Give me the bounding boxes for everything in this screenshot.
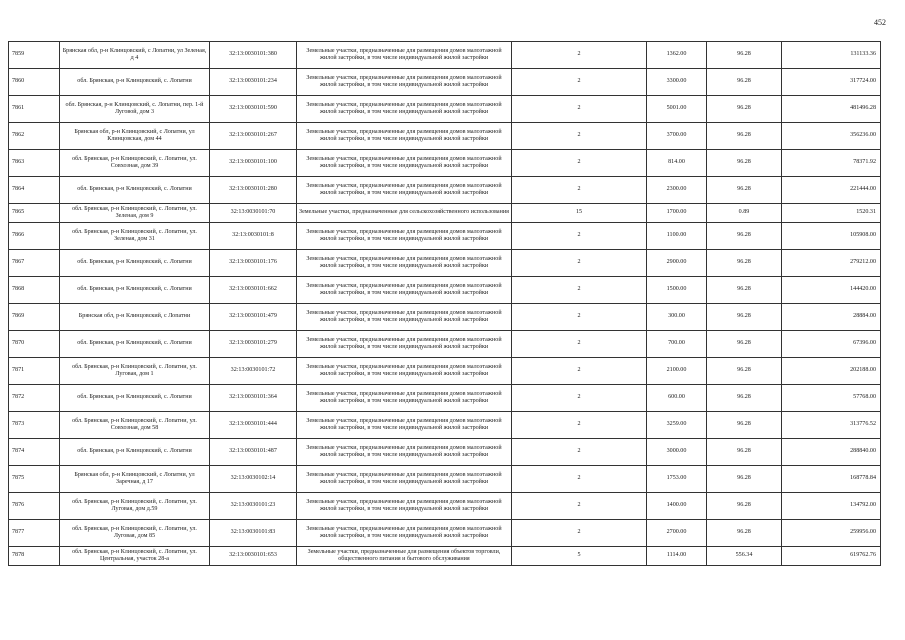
cadastral-number-cell: 32:13:0030101:479: [210, 304, 297, 331]
table-row: [9, 331, 881, 358]
land-use-cell: Земельные участки, предназначенные для размещения домов малоэтажной жилой застройки, в том числе индивидуальной жилой застройки: [297, 42, 512, 69]
table-row: [9, 547, 881, 566]
specific-value-cell: 96.28: [707, 42, 782, 69]
address-cell: Брянская обл, р-н Клинцовский, с Лопатни, ул Заречная, д 17: [60, 466, 210, 493]
area-cell: 700.00: [647, 331, 707, 358]
row-number-cell: 7859: [9, 42, 60, 69]
use-code-cell: 2: [512, 223, 647, 250]
cadastral-value-cell: 131133.36: [782, 42, 881, 69]
use-code-cell: 2: [512, 466, 647, 493]
cadastral-value-cell: 619762.76: [782, 547, 881, 566]
specific-value-cell: 556.34: [707, 547, 782, 566]
use-code-cell: 5: [512, 547, 647, 566]
specific-value-cell: 96.28: [707, 96, 782, 123]
area-cell: 1700.00: [647, 204, 707, 223]
area-cell: 3259.00: [647, 412, 707, 439]
cadastral-number-cell: 32:13:0030101:72: [210, 358, 297, 385]
use-code-cell: 2: [512, 42, 647, 69]
cadastral-number-cell: 32:13:0030101:590: [210, 96, 297, 123]
cadastral-number-cell: 32:13:0030101:23: [210, 493, 297, 520]
cadastral-value-cell: 221444.00: [782, 177, 881, 204]
row-number-cell: 7876: [9, 493, 60, 520]
specific-value-cell: 96.28: [707, 358, 782, 385]
use-code-cell: 2: [512, 520, 647, 547]
land-use-cell: Земельные участки, предназначенные для размещения домов малоэтажной жилой застройки, в том числе индивидуальной жилой застройки: [297, 96, 512, 123]
area-cell: 5001.00: [647, 96, 707, 123]
land-use-cell: Земельные участки, предназначенные для размещения домов малоэтажной жилой застройки, в том числе индивидуальной жилой застройки: [297, 223, 512, 250]
address-cell: Брянская обл, р-н Клинцовский, с Лопатни: [60, 304, 210, 331]
specific-value-cell: 96.28: [707, 150, 782, 177]
table-row: [9, 358, 881, 385]
cadastral-number-cell: 32:13:0030101:487: [210, 439, 297, 466]
address-cell: обл. Брянская, р-н Клинцовский, с. Лопатни: [60, 439, 210, 466]
area-cell: 1400.00: [647, 493, 707, 520]
cadastral-number-cell: 32:13:0030101:380: [210, 42, 297, 69]
cadastral-value-cell: 67396.00: [782, 331, 881, 358]
row-number-cell: 7862: [9, 123, 60, 150]
use-code-cell: 2: [512, 150, 647, 177]
land-use-cell: Земельные участки, предназначенные для размещения домов малоэтажной жилой застройки, в том числе индивидуальной жилой застройки: [297, 69, 512, 96]
cadastral-value-cell: 144420.00: [782, 277, 881, 304]
table-row: [9, 277, 881, 304]
address-cell: обл. Брянская, р-н Клинцовский, с. Лопатни: [60, 331, 210, 358]
cadastral-value-cell: 1520.31: [782, 204, 881, 223]
area-cell: 1362.00: [647, 42, 707, 69]
land-use-cell: Земельные участки, предназначенные для размещения домов малоэтажной жилой застройки, в том числе индивидуальной жилой застройки: [297, 520, 512, 547]
area-cell: 2900.00: [647, 250, 707, 277]
area-cell: 1753.00: [647, 466, 707, 493]
cadastral-number-cell: 32:13:0030101:267: [210, 123, 297, 150]
area-cell: 3700.00: [647, 123, 707, 150]
specific-value-cell: 0.89: [707, 204, 782, 223]
area-cell: 3300.00: [647, 69, 707, 96]
address-cell: обл. Брянская, р-н Клинцовский, с. Лопатни: [60, 385, 210, 412]
area-cell: 1100.00: [647, 223, 707, 250]
land-use-cell: Земельные участки, предназначенные для размещения домов малоэтажной жилой застройки, в том числе индивидуальной жилой застройки: [297, 466, 512, 493]
use-code-cell: 2: [512, 358, 647, 385]
use-code-cell: 2: [512, 177, 647, 204]
specific-value-cell: 96.28: [707, 412, 782, 439]
table-row: [9, 150, 881, 177]
table-row: [9, 520, 881, 547]
table-row: [9, 177, 881, 204]
table-row: [9, 250, 881, 277]
address-cell: обл. Брянская, р-н Клинцовский, с. Лопатни, пер. 1-й Луговой, дом 3: [60, 96, 210, 123]
cadastral-number-cell: 32:13:0030101:662: [210, 277, 297, 304]
use-code-cell: 2: [512, 493, 647, 520]
cadastral-value-cell: 134792.00: [782, 493, 881, 520]
row-number-cell: 7863: [9, 150, 60, 177]
cadastral-value-cell: 481496.28: [782, 96, 881, 123]
land-use-cell: Земельные участки, предназначенные для размещения домов малоэтажной жилой застройки, в том числе индивидуальной жилой застройки: [297, 331, 512, 358]
address-cell: обл. Брянская, р-н Клинцовский, с. Лопатни: [60, 277, 210, 304]
cadastral-number-cell: 32:13:0030101:83: [210, 520, 297, 547]
table-row: [9, 204, 881, 223]
table-row: [9, 412, 881, 439]
row-number-cell: 7875: [9, 466, 60, 493]
cadastral-number-cell: 32:13:0030101:234: [210, 69, 297, 96]
row-number-cell: 7873: [9, 412, 60, 439]
address-cell: обл. Брянская, р-н Клинцовский, с. Лопатни, ул. Луговая, дом 85: [60, 520, 210, 547]
area-cell: 2300.00: [647, 177, 707, 204]
specific-value-cell: 96.28: [707, 493, 782, 520]
row-number-cell: 7874: [9, 439, 60, 466]
table-row: [9, 96, 881, 123]
cadastral-value-cell: 78371.92: [782, 150, 881, 177]
land-use-cell: Земельные участки, предназначенные для размещения домов малоэтажной жилой застройки, в том числе индивидуальной жилой застройки: [297, 277, 512, 304]
cadastral-number-cell: 32:13:0030101:364: [210, 385, 297, 412]
row-number-cell: 7870: [9, 331, 60, 358]
address-cell: обл. Брянская, р-н Клинцовский, с. Лопатни, ул. Центральная, участок 28-а: [60, 547, 210, 566]
cadastral-number-cell: 32:13:0030102:14: [210, 466, 297, 493]
cadastral-value-cell: 168778.84: [782, 466, 881, 493]
table-body: [9, 42, 881, 566]
cadastral-number-cell: 32:13:0030101:70: [210, 204, 297, 223]
cadastral-value-cell: 28884.00: [782, 304, 881, 331]
cadastral-number-cell: 32:13:0030101:279: [210, 331, 297, 358]
table-row: [9, 439, 881, 466]
cadastral-value-cell: 105908.00: [782, 223, 881, 250]
cadastral-number-cell: 32:13:0030101:8: [210, 223, 297, 250]
use-code-cell: 2: [512, 250, 647, 277]
cadastral-value-cell: 313776.52: [782, 412, 881, 439]
address-cell: обл. Брянская, р-н Клинцовский, с. Лопатни: [60, 69, 210, 96]
land-use-cell: Земельные участки, предназначенные для размещения домов малоэтажной жилой застройки, в том числе индивидуальной жилой застройки: [297, 439, 512, 466]
land-use-cell: Земельные участки, предназначенные для размещения домов малоэтажной жилой застройки, в том числе индивидуальной жилой застройки: [297, 385, 512, 412]
table-row: [9, 493, 881, 520]
address-cell: Брянская обл, р-н Клинцовский, с Лопатни, ул Зеленая, д 4: [60, 42, 210, 69]
land-use-cell: Земельные участки, предназначенные для размещения домов малоэтажной жилой застройки, в том числе индивидуальной жилой застройки: [297, 123, 512, 150]
area-cell: 600.00: [647, 385, 707, 412]
row-number-cell: 7877: [9, 520, 60, 547]
address-cell: Брянская обл, р-н Клинцовский, с Лопатни, ул Клинцовская, дом 44: [60, 123, 210, 150]
specific-value-cell: 96.28: [707, 277, 782, 304]
row-number-cell: 7867: [9, 250, 60, 277]
row-number-cell: 7860: [9, 69, 60, 96]
land-use-cell: Земельные участки, предназначенные для размещения домов малоэтажной жилой застройки, в том числе индивидуальной жилой застройки: [297, 304, 512, 331]
row-number-cell: 7871: [9, 358, 60, 385]
address-cell: обл. Брянская, р-н Клинцовский, с. Лопатни, ул. Зеленая, дом 31: [60, 223, 210, 250]
use-code-cell: 2: [512, 69, 647, 96]
area-cell: 2100.00: [647, 358, 707, 385]
cadastral-number-cell: 32:13:0030101:176: [210, 250, 297, 277]
table-row: [9, 69, 881, 96]
table-row: [9, 223, 881, 250]
table-row: [9, 304, 881, 331]
row-number-cell: 7869: [9, 304, 60, 331]
cadastral-value-cell: 259956.00: [782, 520, 881, 547]
use-code-cell: 2: [512, 385, 647, 412]
specific-value-cell: 96.28: [707, 123, 782, 150]
address-cell: обл. Брянская, р-н Клинцовский, с. Лопатни, ул. Луговая, дом 1: [60, 358, 210, 385]
row-number-cell: 7865: [9, 204, 60, 223]
page-number: 452: [874, 18, 886, 27]
cadastral-value-cell: 288840.00: [782, 439, 881, 466]
cadastral-number-cell: 32:13:0030101:653: [210, 547, 297, 566]
address-cell: обл. Брянская, р-н Клинцовский, с. Лопатни: [60, 177, 210, 204]
use-code-cell: 2: [512, 331, 647, 358]
area-cell: 3000.00: [647, 439, 707, 466]
cadastral-number-cell: 32:13:0030101:100: [210, 150, 297, 177]
land-use-cell: Земельные участки, предназначенные для размещения объектов торговли, общественного питания и бытового обслуживания: [297, 547, 512, 566]
address-cell: обл. Брянская, р-н Клинцовский, с. Лопатни, ул. Совхозная, дом 39: [60, 150, 210, 177]
use-code-cell: 2: [512, 412, 647, 439]
specific-value-cell: 96.28: [707, 520, 782, 547]
use-code-cell: 2: [512, 439, 647, 466]
land-use-cell: Земельные участки, предназначенные для размещения домов малоэтажной жилой застройки, в том числе индивидуальной жилой застройки: [297, 493, 512, 520]
cadastral-number-cell: 32:13:0030101:280: [210, 177, 297, 204]
table-row: [9, 466, 881, 493]
land-use-cell: Земельные участки, предназначенные для размещения домов малоэтажной жилой застройки, в том числе индивидуальной жилой застройки: [297, 177, 512, 204]
use-code-cell: 2: [512, 277, 647, 304]
specific-value-cell: 96.28: [707, 466, 782, 493]
cadastral-value-cell: 317724.00: [782, 69, 881, 96]
area-cell: 1114.00: [647, 547, 707, 566]
address-cell: обл. Брянская, р-н Клинцовский, с. Лопатни, ул. Совхозная, дом 58: [60, 412, 210, 439]
cadastral-number-cell: 32:13:0030101:444: [210, 412, 297, 439]
specific-value-cell: 96.28: [707, 304, 782, 331]
table-row: [9, 123, 881, 150]
specific-value-cell: 96.28: [707, 250, 782, 277]
row-number-cell: 7868: [9, 277, 60, 304]
cadastral-value-cell: 279212.00: [782, 250, 881, 277]
area-cell: 1500.00: [647, 277, 707, 304]
specific-value-cell: 96.28: [707, 223, 782, 250]
land-use-cell: Земельные участки, предназначенные для размещения домов малоэтажной жилой застройки, в том числе индивидуальной жилой застройки: [297, 250, 512, 277]
specific-value-cell: 96.28: [707, 439, 782, 466]
use-code-cell: 15: [512, 204, 647, 223]
specific-value-cell: 96.28: [707, 385, 782, 412]
table-row: [9, 385, 881, 412]
specific-value-cell: 96.28: [707, 69, 782, 96]
cadastral-value-cell: 57768.00: [782, 385, 881, 412]
use-code-cell: 2: [512, 304, 647, 331]
address-cell: обл. Брянская, р-н Клинцовский, с. Лопатни, ул. Зеленая, дом 9: [60, 204, 210, 223]
use-code-cell: 2: [512, 96, 647, 123]
land-use-cell: Земельные участки, предназначенные для размещения домов малоэтажной жилой застройки, в том числе индивидуальной жилой застройки: [297, 412, 512, 439]
cadastral-value-table: [8, 41, 881, 566]
land-use-cell: Земельные участки, предназначенные для размещения домов малоэтажной жилой застройки, в том числе индивидуальной жилой застройки: [297, 150, 512, 177]
row-number-cell: 7872: [9, 385, 60, 412]
address-cell: обл. Брянская, р-н Клинцовский, с. Лопатни, ул. Луговая, дом д.59: [60, 493, 210, 520]
land-use-cell: Земельные участки, предназначенные для размещения домов малоэтажной жилой застройки, в том числе индивидуальной жилой застройки: [297, 358, 512, 385]
table-row: [9, 42, 881, 69]
cadastral-value-cell: 202188.00: [782, 358, 881, 385]
use-code-cell: 2: [512, 123, 647, 150]
row-number-cell: 7878: [9, 547, 60, 566]
land-use-cell: Земельные участки, предназначенные для сельскохозяйственного использования: [297, 204, 512, 223]
row-number-cell: 7861: [9, 96, 60, 123]
area-cell: 2700.00: [647, 520, 707, 547]
area-cell: 300.00: [647, 304, 707, 331]
specific-value-cell: 96.28: [707, 331, 782, 358]
area-cell: 814.00: [647, 150, 707, 177]
row-number-cell: 7866: [9, 223, 60, 250]
row-number-cell: 7864: [9, 177, 60, 204]
address-cell: обл. Брянская, р-н Клинцовский, с. Лопатни: [60, 250, 210, 277]
cadastral-value-cell: 356236.00: [782, 123, 881, 150]
specific-value-cell: 96.28: [707, 177, 782, 204]
